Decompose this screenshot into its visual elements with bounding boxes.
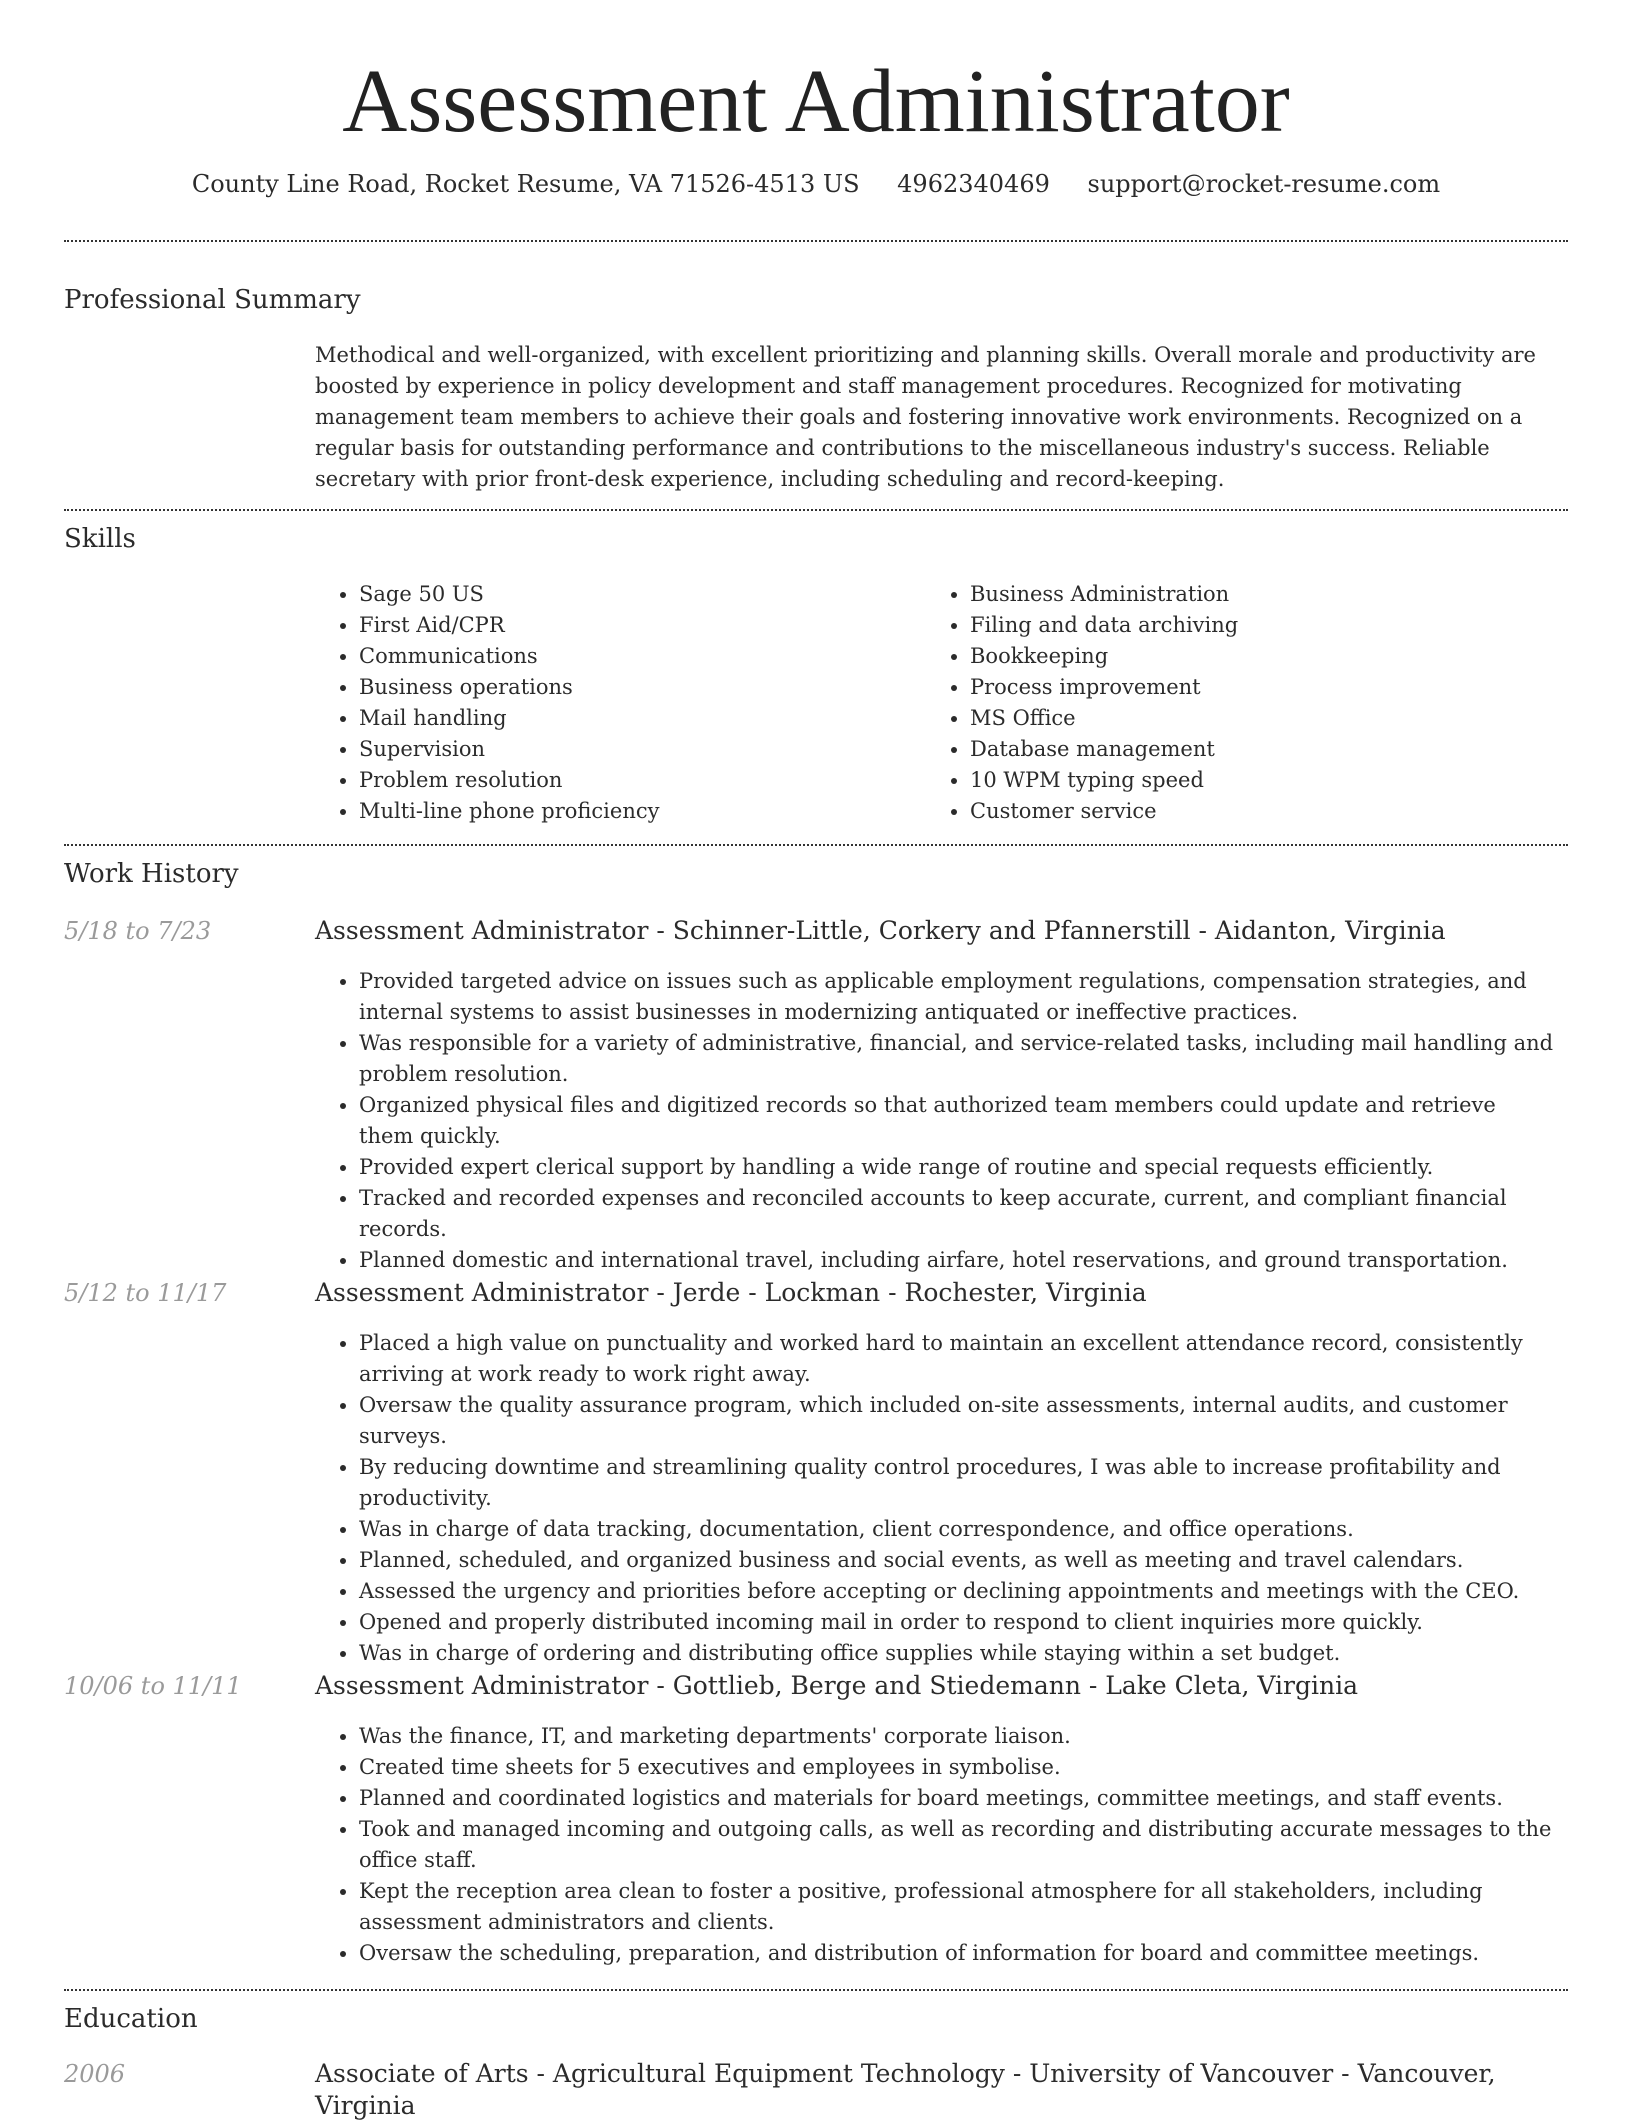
section-divider [64,1989,1568,1991]
summary-heading: Professional Summary [64,285,361,315]
education-degree: Associate of Arts - Agricultural Equipment Technology - University of Vancouver - Vancouver, Virginia [315,2059,1496,2120]
job-bullet: • Assessed the urgency and priorities before accepting or declining appointments and meetings with the CEO. [359,1576,1555,1607]
job-title: Assessment Administrator - Schinner-Little, Corkery and Pfannerstill - Aidanton, Virginia [315,916,1446,945]
work-history-heading: Work History [64,859,239,889]
skill-item: • Sage 50 US [359,579,915,610]
job-bullet: • Organized physical files and digitized records so that authorized team members could update and retrieve them quickly. [359,1090,1555,1152]
job-bullet: • Took and managed incoming and outgoing calls, as well as recording and distributing accurate messages to the office staff. [359,1814,1555,1876]
section-divider [64,509,1568,511]
skill-item: • MS Office [970,703,1526,734]
education-dates: 2006 [64,2060,126,2088]
skill-item: • 10 WPM typing speed [970,765,1526,796]
job-bullet: • Planned and coordinated logistics and materials for board meetings, committee meetings, and staff events. [359,1783,1555,1814]
job-bullet: • Tracked and recorded expenses and reconciled accounts to keep accurate, current, and compliant financial records. [359,1183,1555,1245]
job-bullet: • Was the finance, IT, and marketing departments' corporate liaison. [359,1721,1555,1752]
skill-item: • Filing and data archiving [970,610,1526,641]
section-divider [64,240,1568,242]
skill-item: • Problem resolution [359,765,915,796]
job-bullet: • Kept the reception area clean to foster a positive, professional atmosphere for all stakeholders, including assessment administrators and clients. [359,1876,1555,1938]
job-bullet: • By reducing downtime and streamlining quality control procedures, I was able to increase profitability and productivity. [359,1452,1555,1514]
skill-item: • First Aid/CPR [359,610,915,641]
job-dates: 10/06 to 11/11 [64,1672,242,1700]
job-bullet: • Opened and properly distributed incoming mail in order to respond to client inquiries more quickly. [359,1607,1555,1638]
section-divider [64,844,1568,846]
job-bullet: • Was in charge of ordering and distributing office supplies while staying within a set budget. [359,1638,1555,1669]
contact-info [0,168,1632,200]
job-bullet: • Created time sheets for 5 executives and employees in symbolise. [359,1752,1555,1783]
skill-item: • Business Administration [970,579,1526,610]
skill-item: • Business operations [359,672,915,703]
contact-address: County Line Road, Rocket Resume, VA 71526-4513 US [191,170,860,198]
job-bullet: • Provided targeted advice on issues such as applicable employment regulations, compensation strategies, and internal systems to assist businesses in modernizing antiquated or ineffective practices. [359,966,1555,1028]
job-dates: 5/18 to 7/23 [64,917,212,945]
job-bullet: • Was responsible for a variety of administrative, financial, and service-related tasks, including mail handling and problem resolution. [359,1028,1555,1090]
contact-phone: 4962340469 [897,170,1050,198]
summary-text: Methodical and well-organized, with excellent prioritizing and planning skills. Overall morale and productivity are boosted by experience in policy development and staff management procedures. Recognized for motivating management team members to achieve their goals and fostering innovative work environments. Recognized on a regular basis for outstanding performance and contributions to the miscellaneous industry's success. Reliable secretary with prior front-desk experience, including scheduling and record-keeping. [315,343,1536,491]
job-bullet: • Oversaw the quality assurance program, which included on-site assessments, internal audits, and customer surveys. [359,1390,1555,1452]
job-bullets [315,1721,1555,1969]
skills-heading: Skills [64,524,136,554]
candidate-name: Assessment Administrator [342,52,1290,151]
skill-item: • Communications [359,641,915,672]
job-dates: 5/12 to 11/17 [64,1279,227,1307]
contact-email[interactable]: support@rocket-resume.com [1087,170,1441,198]
skill-item: • Mail handling [359,703,915,734]
skill-item: • Database management [970,734,1526,765]
job-bullet: • Was in charge of data tracking, documentation, client correspondence, and office operations. [359,1514,1555,1545]
skill-item: • Customer service [970,796,1526,827]
skills-column-left [315,579,915,827]
skill-item: • Supervision [359,734,915,765]
job-bullets [315,1328,1555,1669]
skill-item: • Process improvement [970,672,1526,703]
skills-column-right [926,579,1526,827]
job-bullet: • Oversaw the scheduling, preparation, and distribution of information for board and committee meetings. [359,1938,1555,1969]
job-bullet: • Provided expert clerical support by handling a wide range of routine and special requests efficiently. [359,1152,1555,1183]
job-bullet: • Placed a high value on punctuality and worked hard to maintain an excellent attendance record, consistently arriving at work ready to work right away. [359,1328,1555,1390]
job-title: Assessment Administrator - Gottlieb, Berge and Stiedemann - Lake Cleta, Virginia [315,1671,1358,1700]
job-title: Assessment Administrator - Jerde - Lockman - Rochester, Virginia [315,1278,1147,1307]
skill-item: • Bookkeeping [970,641,1526,672]
job-bullet: • Planned, scheduled, and organized business and social events, as well as meeting and travel calendars. [359,1545,1555,1576]
job-bullet: • Planned domestic and international travel, including airfare, hotel reservations, and ground transportation. [359,1245,1555,1276]
job-bullets [315,966,1555,1276]
education-heading: Education [64,2004,198,2034]
skill-item: • Multi-line phone proficiency [359,796,915,827]
